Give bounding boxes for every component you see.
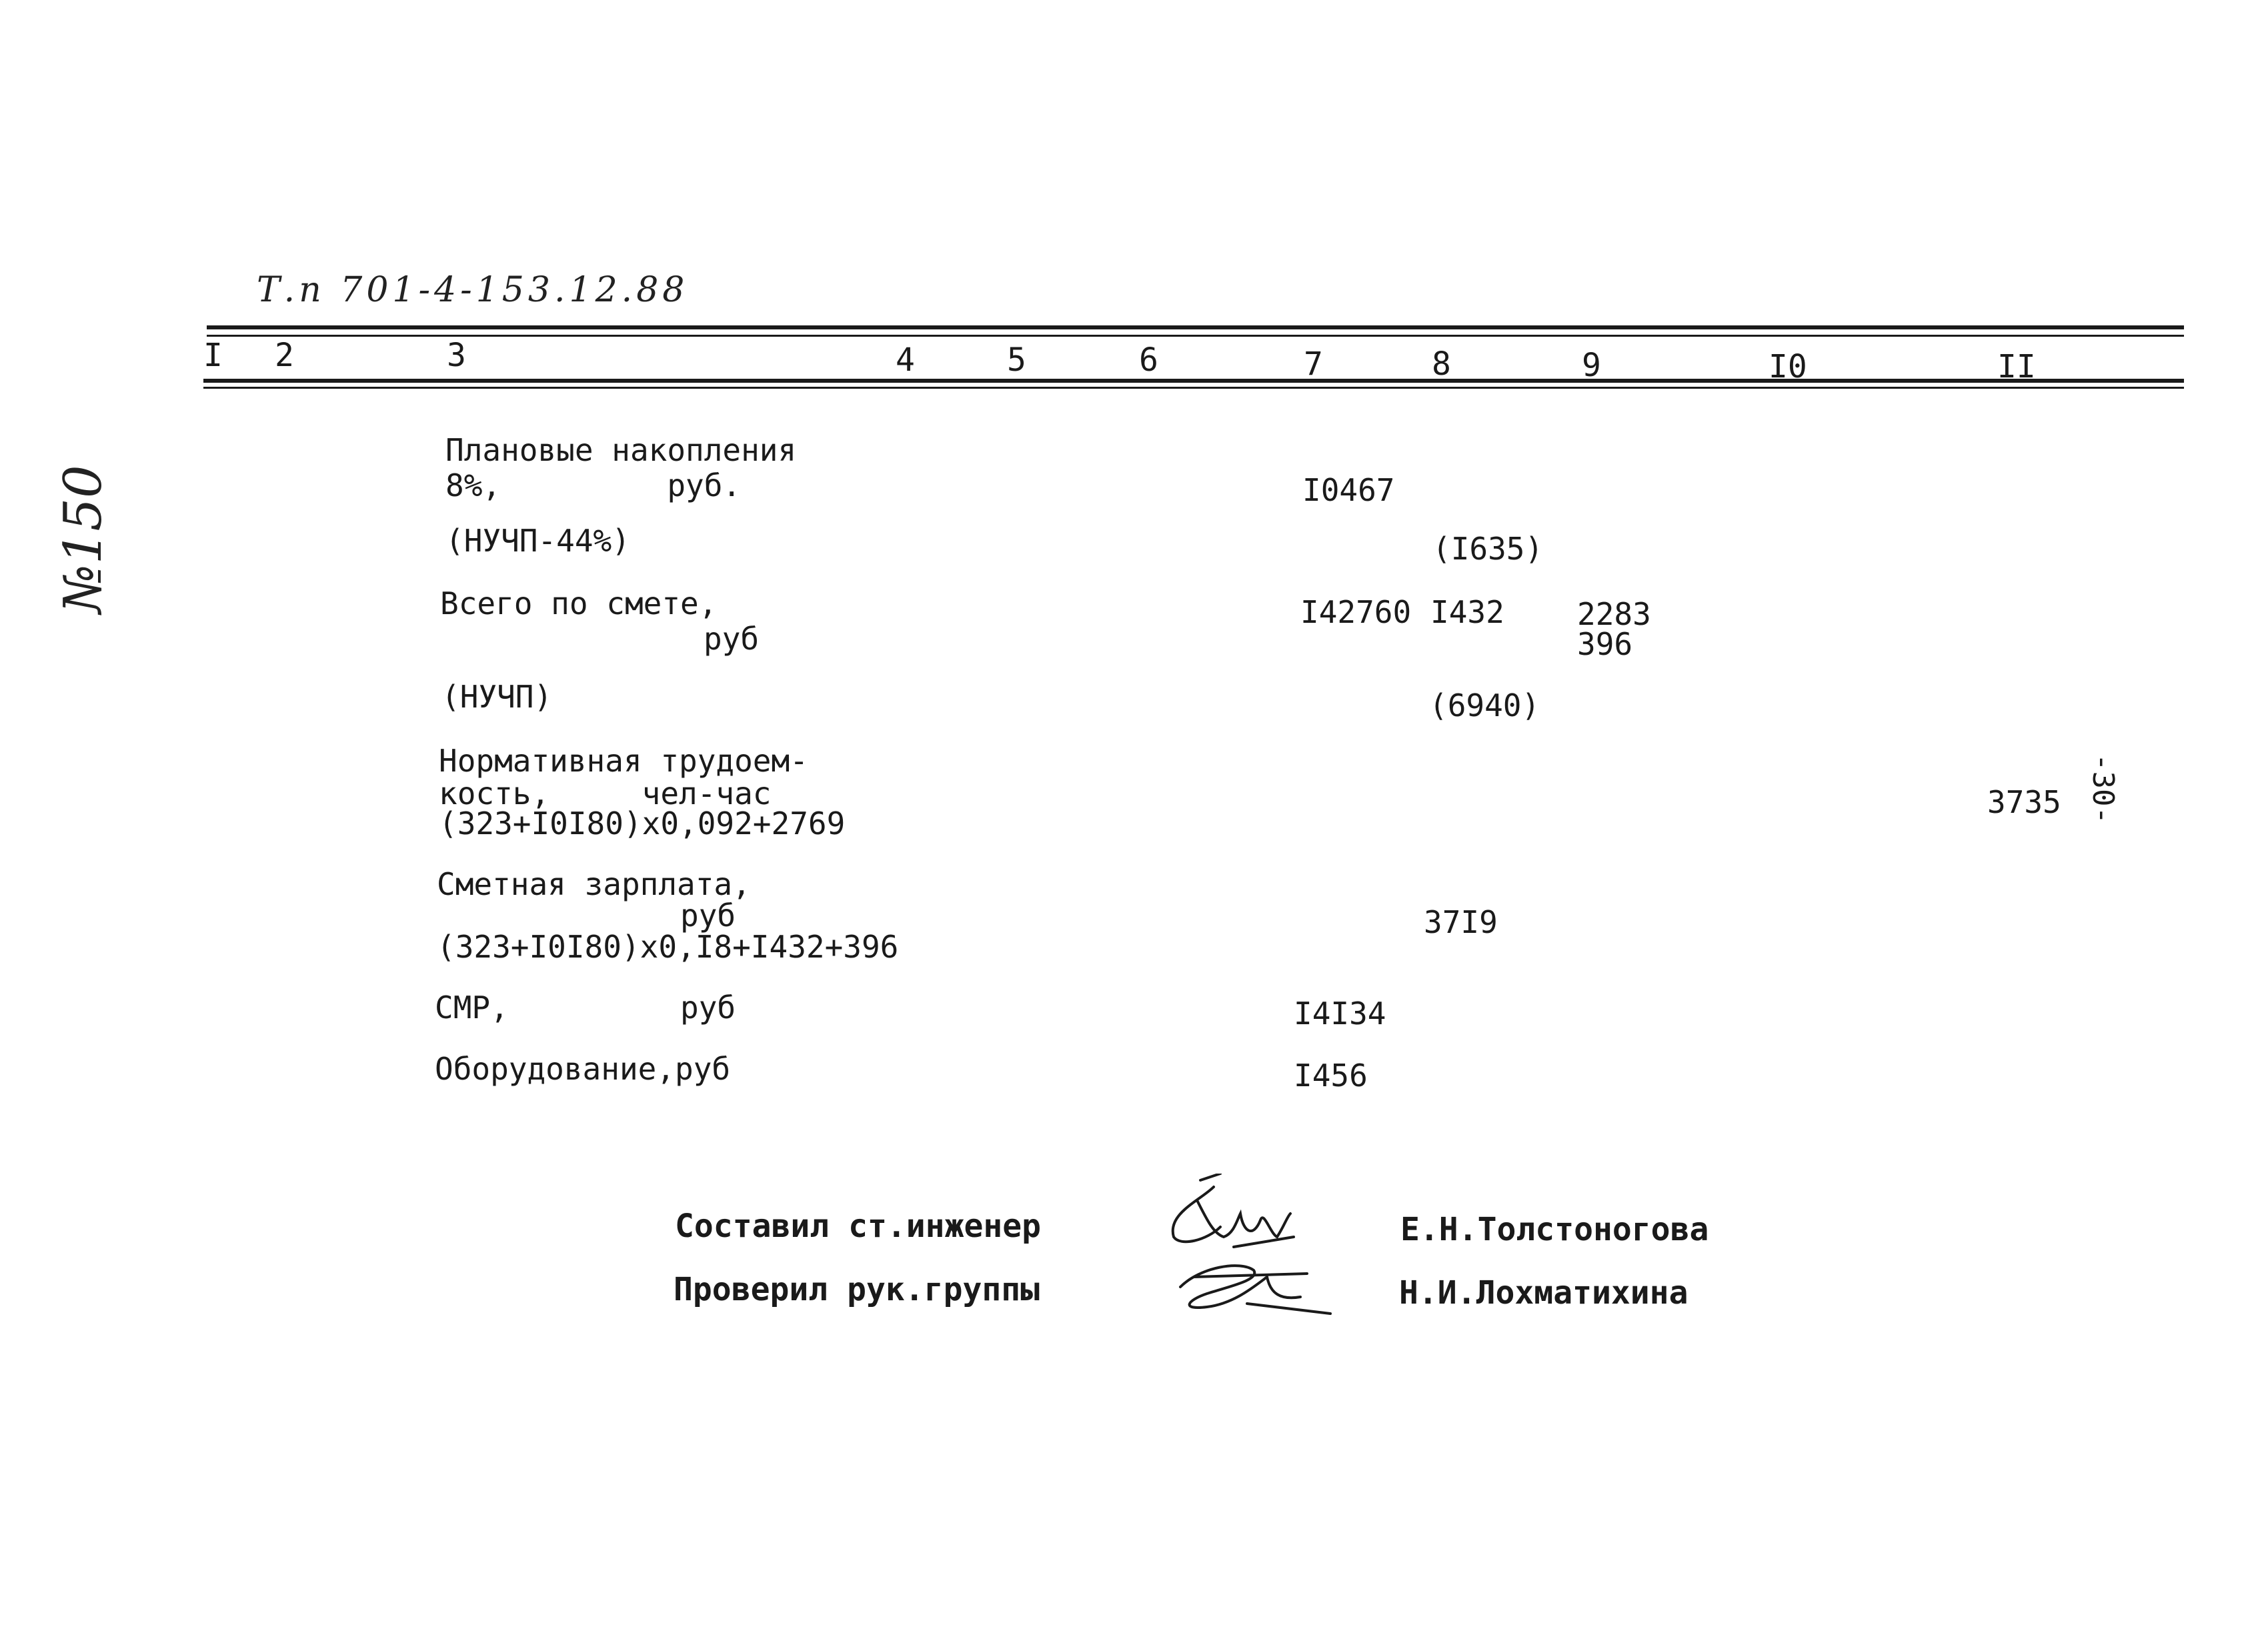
col-number-7: 7 [1304,345,1323,383]
row-total-label-2: руб [704,621,760,657]
row-labor-label-1: Нормативная трудоем- [439,743,808,779]
row-nuchp-col8: (6940) [1429,687,1540,723]
col-number-4: 4 [896,341,915,379]
row-smr-label: СМР, [435,990,509,1026]
row-total-col8: I432 [1430,594,1504,630]
row-salary-label-2: руб [680,898,736,934]
checked-by-label: Проверил рук.группы [674,1271,1040,1308]
col-number-3: 3 [447,337,466,374]
row-equipment-col7: I456 [1294,1058,1368,1094]
row-salary-formula: (323+I0I80)х0,I8+I432+396 [437,929,899,965]
signature-checked [1167,1247,1340,1320]
row-salary-col8: 37I9 [1424,904,1498,940]
row-smr-unit: руб [680,990,736,1026]
row-total-col9-a: 2283 [1577,596,1651,632]
col-number-1: I [203,337,223,374]
header-top-rule-2 [207,335,2184,337]
row-nuchp44-label: (НУЧП-44%) [445,523,630,559]
col-number-2: 2 [275,337,294,374]
compiled-by-label: Составил ст.инженер [675,1208,1042,1245]
row-nuchp-label: (НУЧП) [441,679,553,715]
col-number-6: 6 [1139,341,1158,379]
header-bottom-rule [203,379,2184,383]
row-total-label-1: Всего по смете, [440,585,718,621]
compiled-by-name: Е.Н.Толстоногова [1400,1211,1709,1248]
row-labor-col11: 3735 [1987,784,2061,820]
col-number-9: 9 [1582,347,1601,384]
col-number-5: 5 [1007,341,1026,379]
row-total-col9-b: 396 [1577,626,1633,662]
col-number-11: II [1997,348,2036,385]
checked-by-name: Н.И.Лохматихина [1399,1274,1688,1312]
row-planned-savings-label-2: 8%, руб. [445,467,742,503]
project-code: Т.п 701-4-153.12.88 [257,270,689,310]
row-labor-formula: (323+I0I80)х0,092+2769 [439,805,846,842]
row-total-col7: I42760 [1300,594,1412,630]
row-labor-label-2: кость, чел-час [439,775,772,811]
header-bottom-rule-2 [203,387,2184,389]
col-number-10: I0 [1769,348,1807,385]
row-planned-savings-col7: I0467 [1302,472,1395,508]
page-number: -30- [2086,753,2120,824]
row-salary-label-1: Сметная зарплата, [437,866,751,902]
row-planned-savings-label-1: Плановые накопления [445,432,797,468]
row-smr-col7: I4I34 [1294,996,1386,1032]
row-nuchp44-col8: (I635) [1432,531,1544,567]
margin-number: №150 [53,465,113,613]
row-equipment-label: Оборудование,руб [435,1051,731,1087]
header-top-rule [207,325,2184,329]
col-number-8: 8 [1432,345,1451,383]
